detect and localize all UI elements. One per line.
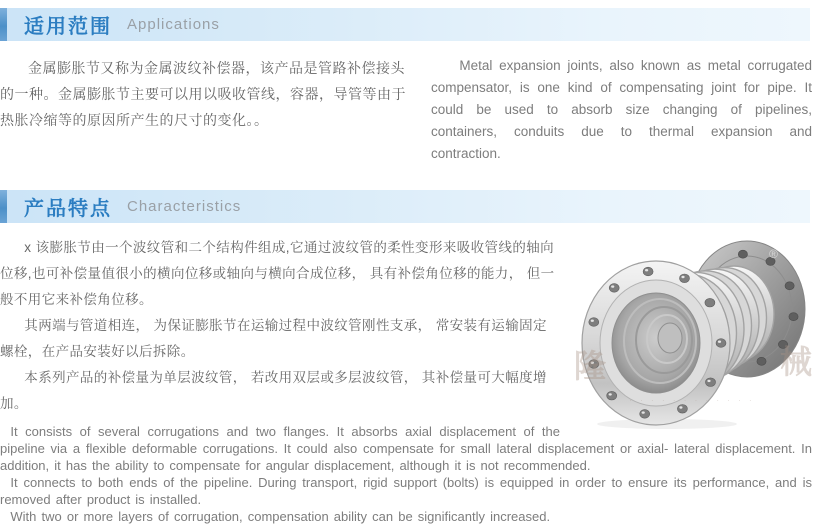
characteristics-body: [0, 235, 812, 525]
section-title-en: Applications: [127, 16, 220, 33]
characteristics-text-en: [0, 423, 812, 525]
section-header-applications: [0, 8, 810, 41]
paragraph: It connects to both ends of the pipeline. During transport, rigid support (bolts) is equipped in order to ensure its performance, and is removed after product is installed.: [0, 475, 812, 507]
registered-trademark-icon: ®: [769, 247, 778, 261]
paragraph: With two or more layers of corrugation, compensation ability can be significantly increased.: [10, 509, 551, 524]
paragraph: 本系列产品的补偿量为单层波纹管， 若改用双层或多层波纹管， 其补偿量可大幅度增加。: [0, 370, 547, 411]
paragraph: Metal expansion joints, also known as metal corrugated compensator, is one kind of compensating joint for pipe. It could be used to absorb size changing of pipelines, containers, conduits due to thermal expansion and contraction.: [431, 58, 812, 161]
paragraph: 金属膨胀节又称为金属波纹补偿器，该产品是管路补偿接头的一种。金属膨胀节主要可以用以吸收管线，容器，导管等由于热胀冷缩等的原因所产生的尺寸的变化。。: [0, 60, 406, 128]
section-title-en: Characteristics: [127, 198, 242, 215]
product-page: [0, 8, 812, 525]
applications-text-zh: [0, 55, 407, 165]
section-title-zh: 适用范围: [24, 16, 112, 38]
watermark-character-left: 隆: [574, 348, 607, 384]
section-header-characteristics: [0, 190, 810, 223]
section-title-zh: 产品特点: [24, 198, 112, 220]
watermark-character-right: 械: [779, 344, 812, 380]
product-photo-expansion-joint: [572, 235, 812, 431]
watermark-subtext: · · · · · · · · · · · ·: [629, 396, 755, 405]
applications-body: [0, 55, 812, 165]
applications-text-en: [431, 55, 812, 165]
paragraph: It consists of several corrugations and two flanges. It absorbs axial displacement of the pipeline via a flexible deformable corrugations. It could also compensate for small lateral displacement or axial- lateral displacement. In addition, it has the ability to compensate for angular displacement, although it is not recommended.: [0, 424, 812, 473]
paragraph: x 该膨胀节由一个波纹管和二个结构件组成,它通过波纹管的柔性变形来吸收管线的轴向位移,也可补偿量值很小的横向位移或轴向与横向合成位移， 具有补偿角位移的能力， 但一般不用它来补偿角位移。: [0, 240, 555, 307]
paragraph: 其两端与管道相连， 为保证膨胀节在运输过程中波纹管刚性支承， 常安装有运输固定螺栓，在产品安装好以后拆除。: [0, 318, 547, 359]
